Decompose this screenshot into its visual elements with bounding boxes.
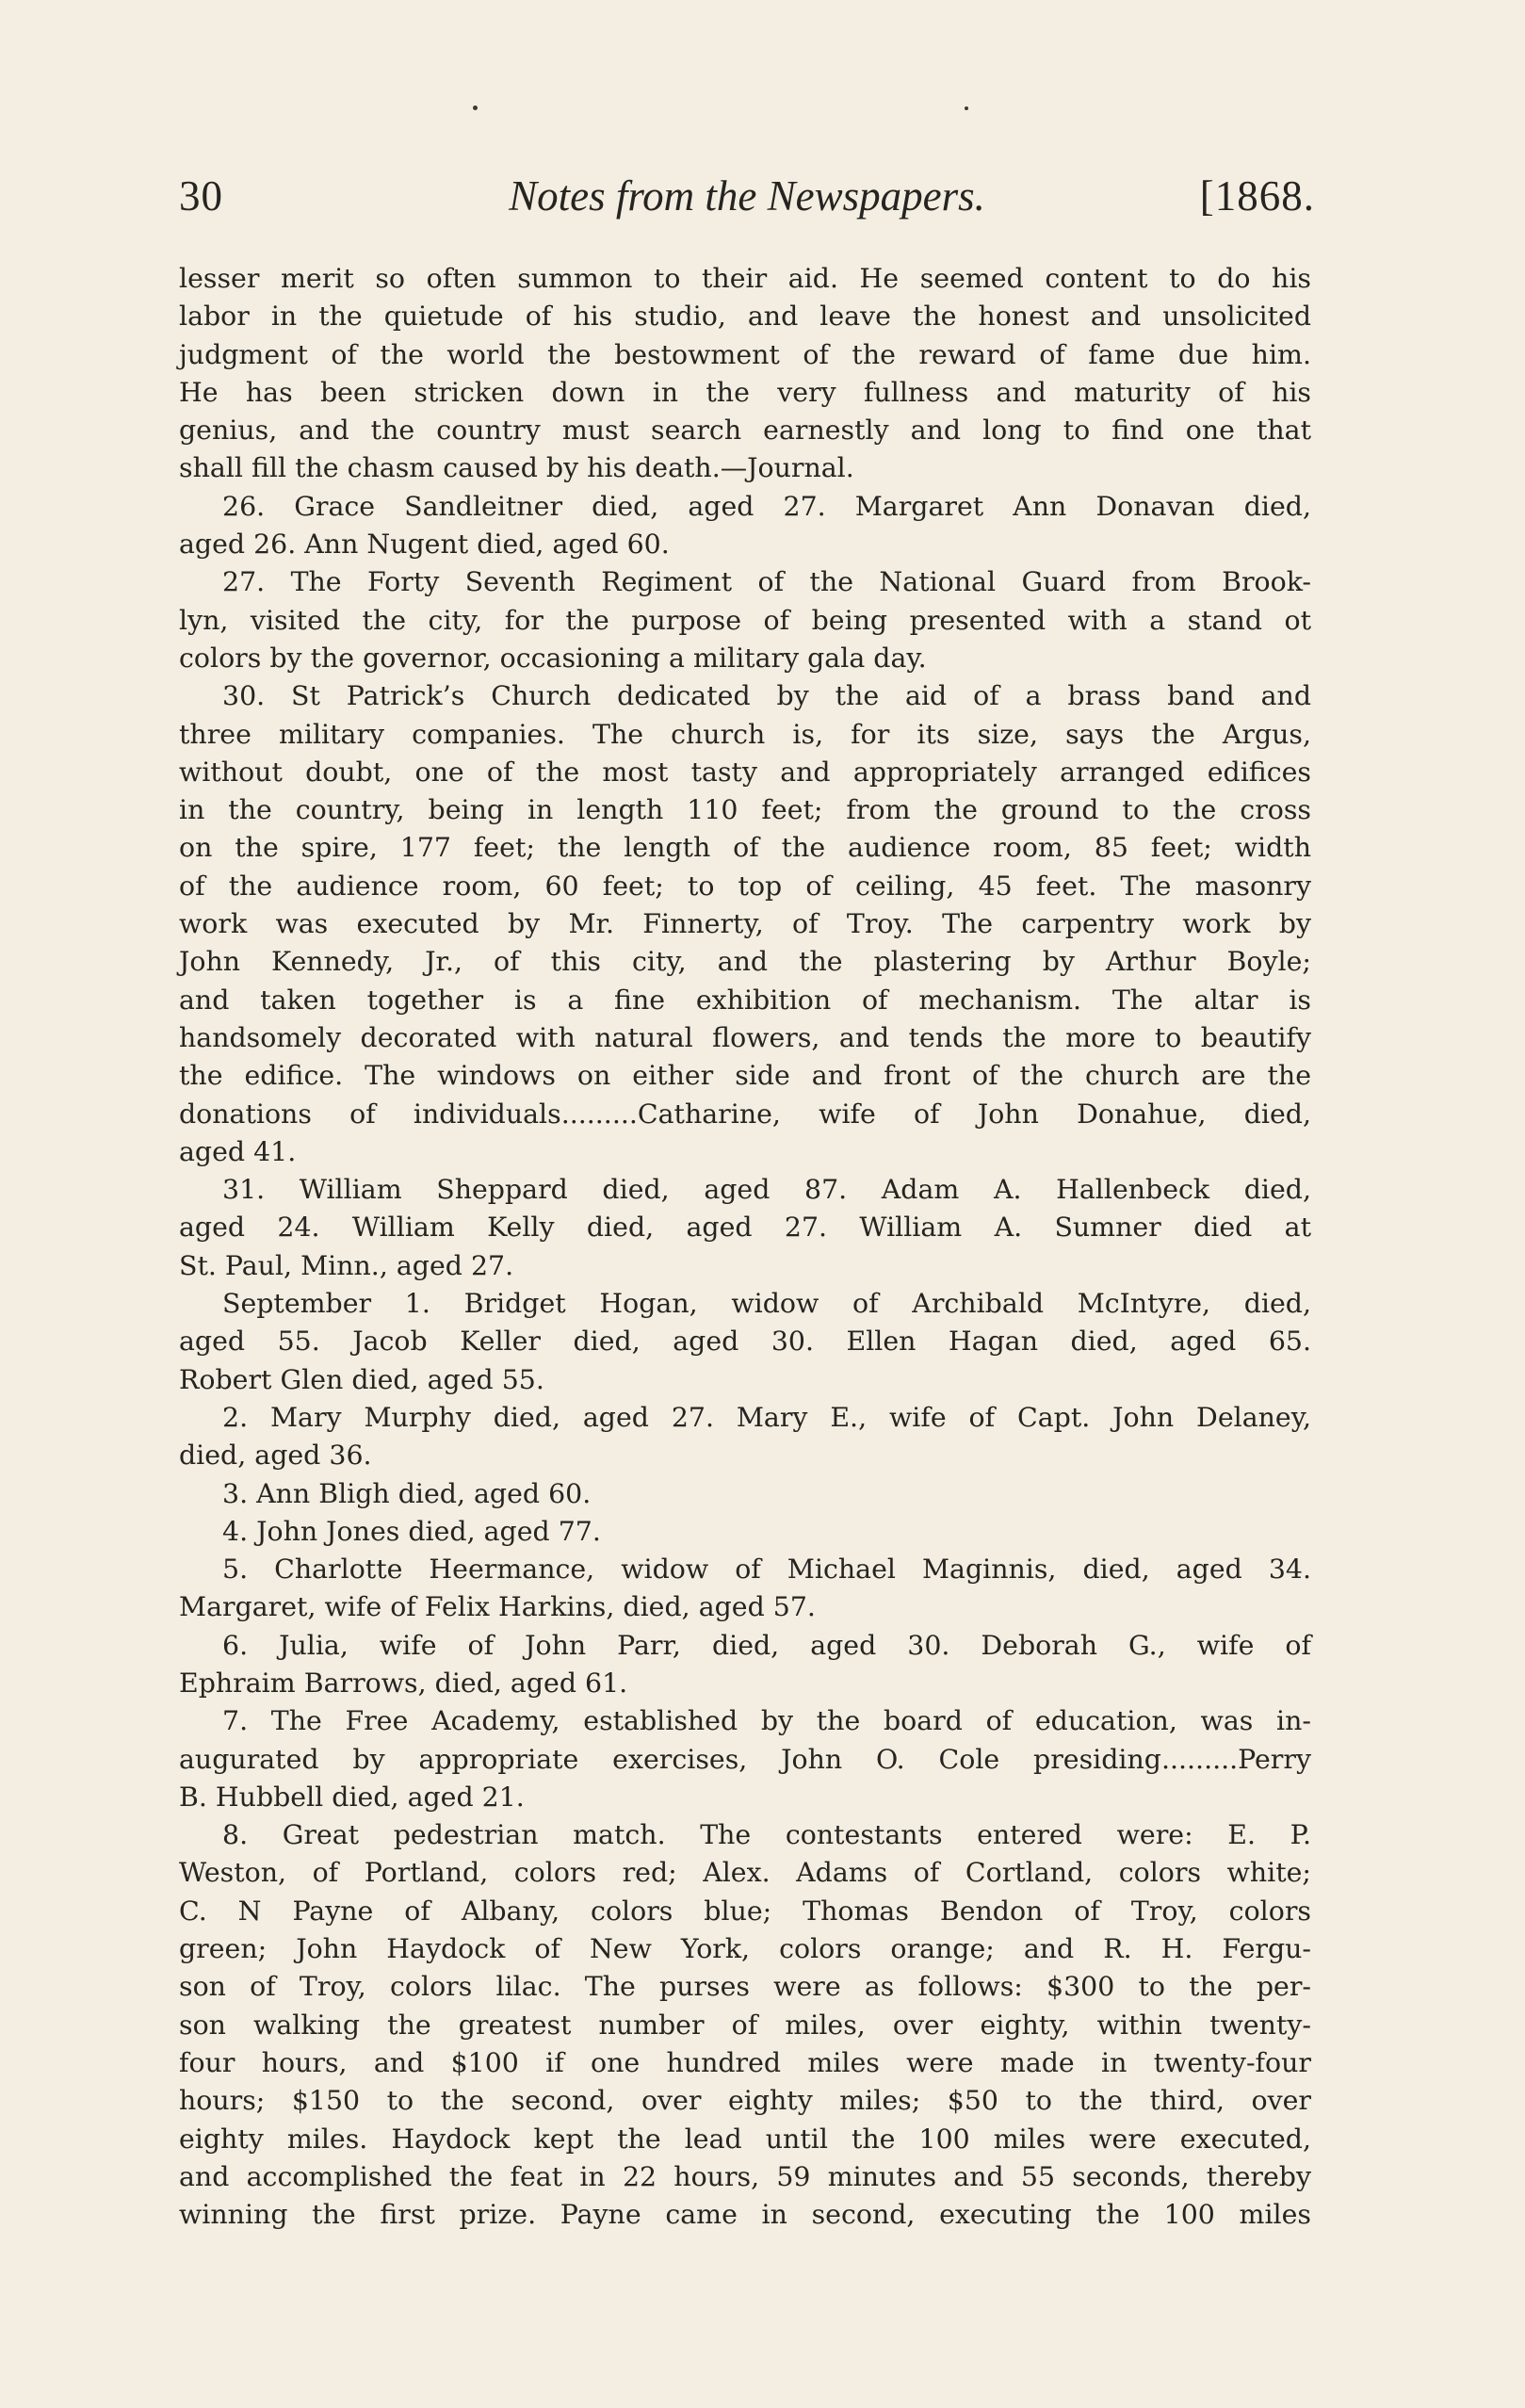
text-line: on the spire, 177 feet; the length of the audience room, 85 feet; width: [179, 832, 1311, 864]
text-line: son of Troy, colors lilac. The purses were as follows: $300 to the per-: [179, 1971, 1311, 2003]
text-line: without doubt, one of the most tasty and appropriately arranged edifices: [179, 756, 1311, 788]
text-line: aged 41.: [179, 1135, 297, 1167]
text-line: son walking the greatest number of miles, over eighty, within twenty-: [179, 2009, 1311, 2041]
text-line: 26. Grace Sandleitner died, aged 27. Margaret Ann Donavan died,: [222, 490, 1311, 522]
text-line: in the country, being in length 110 feet; from the ground to the cross: [179, 794, 1311, 826]
text-line: and taken together is a fine exhibition of mechanism. The altar is: [179, 984, 1311, 1016]
print-speck: [965, 106, 968, 110]
text-line: He has been stricken down in the very fullness and maturity of his: [179, 376, 1311, 408]
text-line: genius, and the country must search earnestly and long to find one that: [179, 415, 1311, 447]
text-line: Margaret, wife of Felix Harkins, died, aged 57.: [179, 1591, 816, 1623]
text-line: and accomplished the feat in 22 hours, 59 minutes and 55 seconds, thereby: [179, 2160, 1311, 2192]
text-line: Robert Glen died, aged 55.: [179, 1363, 544, 1395]
text-line: lyn, visited the city, for the purpose of being presented with a stand ot: [179, 604, 1311, 636]
text-line: three military companies. The church is, for its size, says the Argus,: [179, 718, 1311, 750]
page-number: 30: [179, 172, 223, 220]
text-line: augurated by appropriate exercises, John O. Cole presiding.........Perry: [179, 1743, 1311, 1775]
text-line: aged 55. Jacob Keller died, aged 30. Ellen Hagan died, aged 65.: [179, 1326, 1311, 1358]
text-line: 27. The Forty Seventh Regiment of the National Guard from Brook-: [222, 566, 1311, 598]
text-line: 4. John Jones died, aged 77.: [222, 1515, 601, 1547]
text-line: the edifice. The windows on either side and front of the church are the: [179, 1060, 1311, 1092]
text-line: C. N Payne of Albany, colors blue; Thomas Bendon of Troy, colors: [179, 1895, 1311, 1927]
text-line: work was executed by Mr. Finnerty, of Troy. The carpentry work by: [179, 908, 1311, 940]
text-line: John Kennedy, Jr., of this city, and the plastering by Arthur Boyle;: [179, 946, 1311, 978]
body-text: [179, 260, 1311, 2234]
text-line: 8. Great pedestrian match. The contestants entered were: E. P.: [222, 1819, 1311, 1851]
text-line: lesser merit so often summon to their aid. He seemed content to do his: [179, 263, 1311, 294]
page-header: [179, 168, 1315, 224]
text-line: 7. The Free Academy, established by the board of education, was in-: [222, 1705, 1311, 1737]
text-line: judgment of the world the bestowment of the reward of fame due him.: [179, 338, 1311, 370]
header-year: [1868.: [1199, 172, 1315, 220]
text-line: handsomely decorated with natural flowers, and tends the more to beautify: [179, 1021, 1311, 1053]
text-line: died, aged 36.: [179, 1440, 372, 1472]
text-line: 3. Ann Bligh died, aged 60.: [222, 1477, 592, 1509]
text-line: aged 26. Ann Nugent died, aged 60.: [179, 529, 670, 561]
text-line: four hours, and $100 if one hundred miles were made in twenty-four: [179, 2046, 1311, 2078]
text-line: eighty miles. Haydock kept the lead until the 100 miles were executed,: [179, 2123, 1311, 2155]
text-line: B. Hubbell died, aged 21.: [179, 1781, 525, 1813]
print-speck: [473, 106, 478, 110]
running-title: Notes from the Newspapers.: [509, 172, 985, 220]
text-line: donations of individuals.........Catharine, wife of John Donahue, died,: [179, 1098, 1311, 1130]
text-line: St. Paul, Minn., aged 27.: [179, 1249, 514, 1281]
text-line: Weston, of Portland, colors red; Alex. Adams of Cortland, colors white;: [179, 1857, 1311, 1889]
text-line: 6. Julia, wife of John Parr, died, aged 30. Deborah G., wife of: [222, 1629, 1311, 1661]
text-line: winning the first prize. Payne came in second, executing the 100 miles: [179, 2199, 1311, 2231]
text-line: aged 24. William Kelly died, aged 27. William A. Sumner died at: [179, 1212, 1311, 1244]
text-line: 30. St Patrick’s Church dedicated by the aid of a brass band and: [222, 680, 1311, 712]
text-line: labor in the quietude of his studio, and leave the honest and unsolicited: [179, 301, 1311, 333]
text-line: September 1. Bridget Hogan, widow of Archibald McIntyre, died,: [222, 1288, 1311, 1320]
text-line: of the audience room, 60 feet; to top of ceiling, 45 feet. The masonry: [179, 870, 1311, 902]
text-line: 5. Charlotte Heermance, widow of Michael Maginnis, died, aged 34.: [222, 1554, 1311, 1586]
text-line: shall fill the chasm caused by his death.—Journal.: [179, 452, 854, 484]
text-line: 2. Mary Murphy died, aged 27. Mary E., wife of Capt. John Delaney,: [222, 1401, 1311, 1433]
text-line: 31. William Sheppard died, aged 87. Adam A. Hallenbeck died,: [222, 1174, 1311, 1206]
text-line: Ephraim Barrows, died, aged 61.: [179, 1667, 628, 1699]
text-line: green; John Haydock of New York, colors orange; and R. H. Fergu-: [179, 1933, 1311, 1965]
text-line: hours; $150 to the second, over eighty miles; $50 to the third, over: [179, 2085, 1311, 2117]
text-line: colors by the governor, occasioning a military gala day.: [179, 642, 927, 674]
